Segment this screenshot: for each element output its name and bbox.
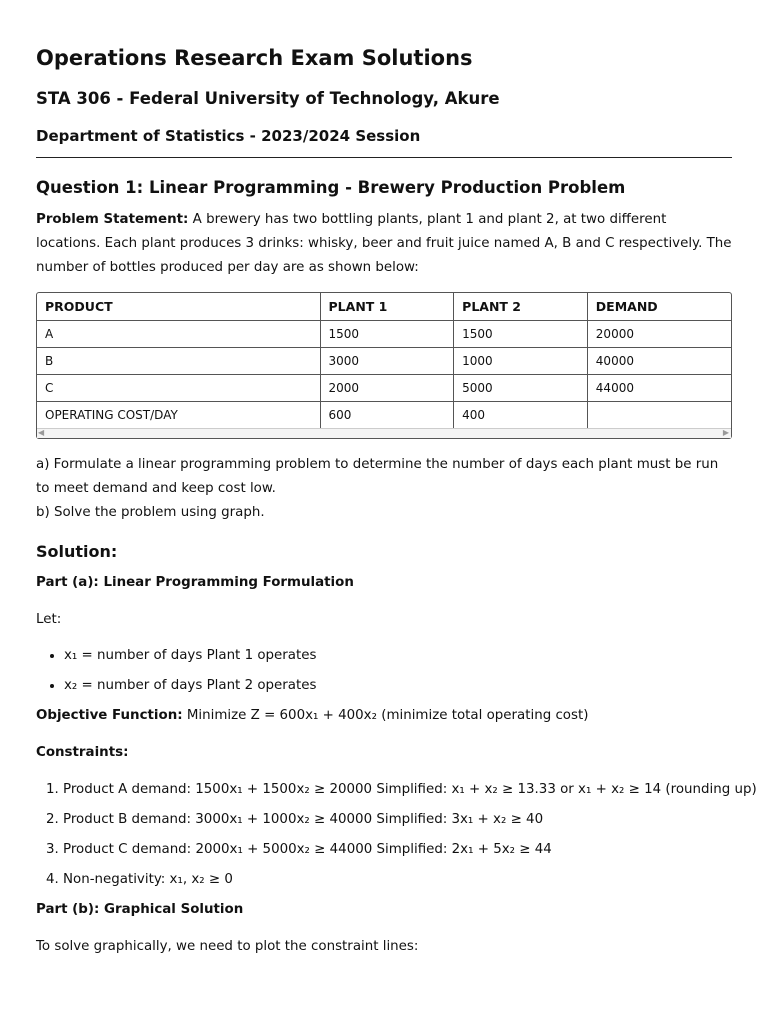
table-cell: 1000	[454, 348, 588, 375]
table-cell	[587, 402, 731, 429]
table-cell: 40000	[587, 348, 731, 375]
task-b: b) Solve the problem using graph.	[36, 505, 265, 520]
course-subtitle: STA 306 - Federal University of Technology, Akure	[36, 89, 500, 108]
table-row	[37, 375, 731, 402]
table-row	[37, 348, 731, 375]
table-horizontal-scrollbar[interactable]	[37, 428, 731, 438]
department-subtitle: Department of Statistics - 2023/2024 Session	[36, 127, 421, 145]
table-cell: A	[37, 321, 320, 348]
header-divider	[36, 157, 732, 158]
objective-text: Minimize Z = 600x₁ + 400x₂ (minimize total operating cost)	[182, 708, 589, 723]
table-header-cell: PLANT 1	[320, 293, 454, 321]
table-cell: 600	[320, 402, 454, 429]
table-cell: 5000	[454, 375, 588, 402]
task-list	[36, 453, 732, 525]
table-header-cell: PRODUCT	[37, 293, 320, 321]
constraint-list	[36, 779, 757, 891]
table-cell: 20000	[587, 321, 731, 348]
constraints-heading: Constraints:	[36, 745, 129, 760]
table-header-row	[37, 293, 731, 321]
part-b-heading: Part (b): Graphical Solution	[36, 902, 244, 917]
scroll-right-arrow-icon[interactable]: ▶	[722, 428, 729, 437]
problem-statement-label: Problem Statement:	[36, 212, 189, 227]
table-cell: 2000	[320, 375, 454, 402]
table-cell: 400	[454, 402, 588, 429]
table-cell: OPERATING COST/DAY	[37, 402, 320, 429]
question-heading: Question 1: Linear Programming - Brewery Production Problem	[36, 178, 626, 197]
table-cell: C	[37, 375, 320, 402]
table-row	[37, 402, 731, 429]
objective-label: Objective Function:	[36, 708, 183, 723]
problem-statement	[36, 208, 732, 280]
production-table-container	[36, 292, 732, 439]
table-cell: B	[37, 348, 320, 375]
list-item: 3. Product C demand: 2000x₁ + 5000x₂ ≥ 44000 Simplified: 2x₁ + 5x₂ ≥ 44	[63, 839, 732, 861]
problem-statement-text: A brewery has two bottling plants, plant 1 and plant 2, at two different locations. Each plant produces 3 drinks: whisky, beer and fruit juice named A, B and C respectively. The number of bottles produced per day are as shown below:	[36, 212, 732, 275]
table-cell: 44000	[587, 375, 731, 402]
list-item: • x₁ = number of days Plant 1 operates	[64, 645, 732, 667]
table-cell: 3000	[320, 348, 454, 375]
task-a: a) Formulate a linear programming problem to determine the number of days each plant must be run to meet demand and keep cost low.	[36, 457, 719, 496]
table-header-cell: DEMAND	[587, 293, 731, 321]
list-item: 4. Non-negativity: x₁, x₂ ≥ 0	[63, 869, 732, 891]
list-item: 2. Product B demand: 3000x₁ + 1000x₂ ≥ 40000 Simplified: 3x₁ + x₂ ≥ 40	[63, 809, 732, 831]
production-table	[37, 293, 731, 428]
objective-function	[36, 705, 732, 727]
table-row	[37, 321, 731, 348]
let-text: Let:	[36, 612, 62, 627]
part-a-heading: Part (a): Linear Programming Formulation	[36, 575, 354, 590]
table-header-cell: PLANT 2	[454, 293, 588, 321]
scroll-left-arrow-icon[interactable]: ◀	[38, 428, 45, 437]
variable-list	[36, 645, 732, 697]
page-title: Operations Research Exam Solutions	[36, 46, 473, 70]
list-item: 1. Product A demand: 1500x₁ + 1500x₂ ≥ 20000 Simplified: x₁ + x₂ ≥ 13.33 or x₁ + x₂ ≥ 14 (rounding up)	[63, 779, 732, 801]
list-item: • x₂ = number of days Plant 2 operates	[64, 675, 732, 697]
table-cell: 1500	[454, 321, 588, 348]
table-cell: 1500	[320, 321, 454, 348]
solution-heading: Solution:	[36, 542, 118, 561]
part-b-intro: To solve graphically, we need to plot the constraint lines:	[36, 939, 419, 954]
